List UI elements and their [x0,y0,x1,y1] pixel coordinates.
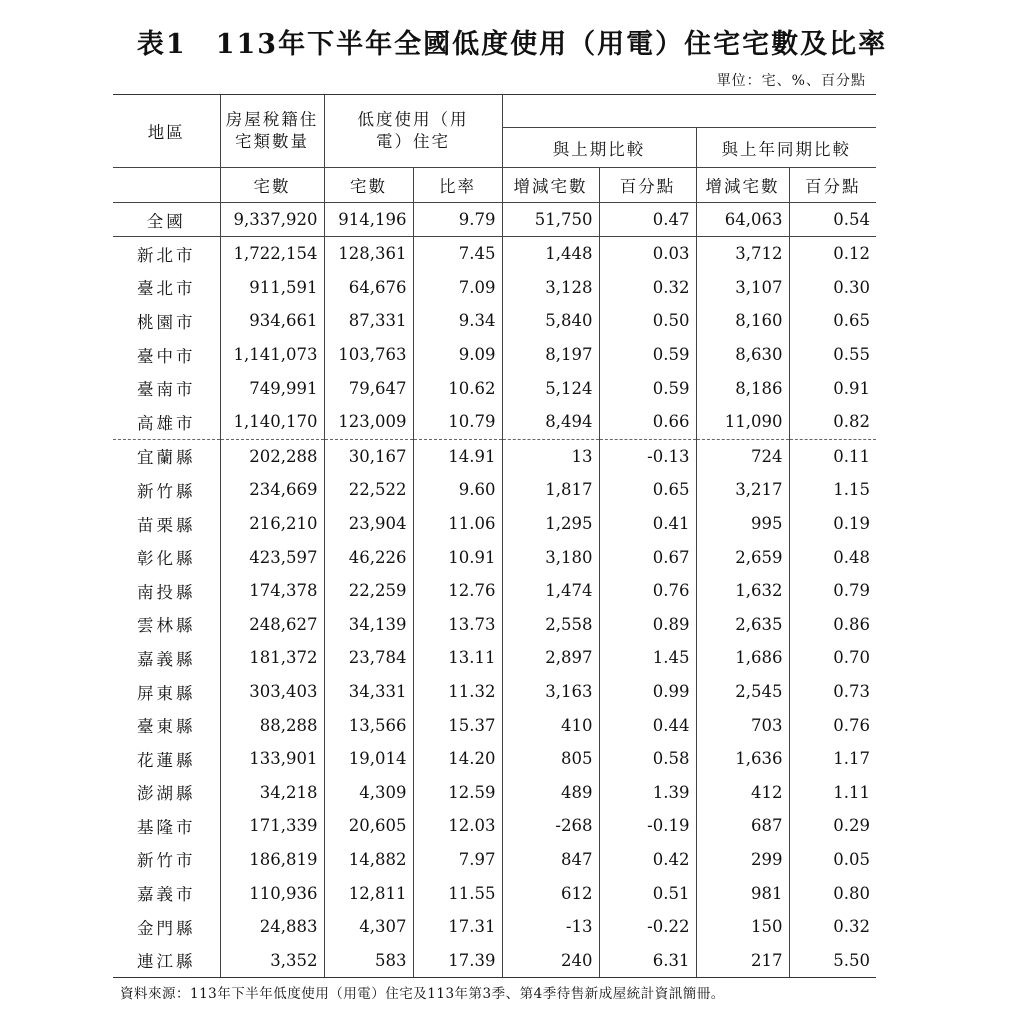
housing-table [113,94,876,978]
py-pts-cell: 0.30 [789,271,876,305]
pp-units-cell: 3,128 [502,271,599,305]
py-pts-cell: 0.73 [789,675,876,709]
tax-cell: 88,288 [220,708,324,742]
header-comparison-spacer [502,95,876,128]
table-row [113,843,876,877]
region-cell: 臺南市 [137,380,196,400]
table-row [113,574,876,608]
header-low-use [324,95,502,168]
ratio-cell: 15.37 [413,708,502,742]
region-cell: 彰化縣 [137,549,196,569]
header-tax-housing-text: 房屋稅籍住宅類數量 [225,110,319,151]
ratio-cell: 9.79 [413,203,502,237]
region-cell: 臺北市 [137,279,196,299]
py-pts-cell: 5.50 [789,943,876,977]
low-cell: 914,196 [324,203,413,237]
ratio-cell: 17.31 [413,910,502,944]
ratio-cell: 14.91 [413,439,502,473]
table-row [113,809,876,843]
low-cell: 4,309 [324,776,413,810]
pp-units-cell: 2,897 [502,641,599,675]
low-cell: 22,522 [324,473,413,507]
table-title: 表1 113年下半年全國低度使用（用電）住宅宅數及比率 [136,29,888,60]
py-units-cell: 703 [696,708,789,742]
pp-units-cell: 3,180 [502,540,599,574]
py-pts-cell: 0.91 [789,371,876,405]
tax-cell: 133,901 [220,742,324,776]
py-units-cell: 2,545 [696,675,789,709]
py-units-cell: 217 [696,943,789,977]
py-pts-cell: 0.48 [789,540,876,574]
py-pts-cell: 0.54 [789,203,876,237]
py-units-cell: 3,217 [696,473,789,507]
low-cell: 583 [324,943,413,977]
table-row [113,371,876,405]
pp-pts-cell: 0.76 [599,574,696,608]
py-units-cell: 8,160 [696,304,789,338]
header-ratio: 比率 [413,168,502,203]
table-row [113,876,876,910]
pp-pts-cell: 0.44 [599,708,696,742]
tax-cell: 34,218 [220,776,324,810]
header-prev-year: 與上年同期比較 [696,128,876,168]
tax-cell: 174,378 [220,574,324,608]
pp-pts-cell: 0.51 [599,876,696,910]
ratio-cell: 11.55 [413,876,502,910]
low-cell: 23,784 [324,641,413,675]
low-cell: 23,904 [324,507,413,541]
table-row [113,742,876,776]
pp-pts-cell: 0.65 [599,473,696,507]
pp-pts-cell: -0.19 [599,809,696,843]
table-row [113,910,876,944]
header-region: 地區 [113,95,220,168]
ratio-cell: 9.34 [413,304,502,338]
header-units: 宅數 [220,168,324,203]
py-units-cell: 2,635 [696,608,789,642]
region-cell: 嘉義縣 [137,649,196,669]
pp-units-cell: 489 [502,776,599,810]
py-pts-cell: 0.82 [789,405,876,439]
py-pts-cell: 0.70 [789,641,876,675]
low-cell: 103,763 [324,338,413,372]
pp-pts-cell: 0.66 [599,405,696,439]
ratio-cell: 11.32 [413,675,502,709]
region-cell: 苗栗縣 [137,515,196,535]
tax-cell: 9,337,920 [220,203,324,237]
tax-cell: 1,140,170 [220,405,324,439]
ratio-cell: 7.97 [413,843,502,877]
region-cell: 臺東縣 [137,717,196,737]
tax-cell: 749,991 [220,371,324,405]
py-pts-cell: 0.86 [789,608,876,642]
pp-pts-cell: 0.32 [599,271,696,305]
header-units-low: 宅數 [324,168,413,203]
region-cell: 新竹縣 [137,481,196,501]
table-row [113,708,876,742]
low-cell: 64,676 [324,271,413,305]
region-cell: 嘉義市 [137,885,196,905]
py-units-cell: 981 [696,876,789,910]
ratio-cell: 13.11 [413,641,502,675]
tax-cell: 216,210 [220,507,324,541]
pp-pts-cell: 0.59 [599,371,696,405]
pp-units-cell: 51,750 [502,203,599,237]
table-row [113,405,876,439]
ratio-cell: 17.39 [413,943,502,977]
table-row [113,304,876,338]
pp-units-cell: 1,295 [502,507,599,541]
table-row [113,675,876,709]
pp-pts-cell: 0.42 [599,843,696,877]
py-pts-cell: 0.76 [789,708,876,742]
table-row [113,473,876,507]
py-units-cell: 2,659 [696,540,789,574]
low-cell: 34,139 [324,608,413,642]
py-pts-cell: 0.79 [789,574,876,608]
py-pts-cell: 0.05 [789,843,876,877]
header-pct-points: 百分點 [599,168,696,203]
py-units-cell: 724 [696,439,789,473]
pp-units-cell: 240 [502,943,599,977]
ratio-cell: 12.59 [413,776,502,810]
py-units-cell: 1,632 [696,574,789,608]
low-cell: 14,882 [324,843,413,877]
region-cell: 澎湖縣 [137,784,196,804]
region-cell: 臺中市 [137,346,196,366]
pp-pts-cell: 1.45 [599,641,696,675]
tax-cell: 186,819 [220,843,324,877]
pp-pts-cell: 0.41 [599,507,696,541]
table-row [113,507,876,541]
pp-pts-cell: 0.99 [599,675,696,709]
region-cell: 連江縣 [113,943,220,977]
pp-units-cell: 13 [502,439,599,473]
low-cell: 87,331 [324,304,413,338]
py-units-cell: 687 [696,809,789,843]
table-row [113,439,876,473]
table-row [113,776,876,810]
region-cell: 宜蘭縣 [113,439,220,473]
pp-units-cell: 847 [502,843,599,877]
table-row [113,540,876,574]
low-cell: 79,647 [324,371,413,405]
py-units-cell: 8,630 [696,338,789,372]
tax-cell: 423,597 [220,540,324,574]
pp-pts-cell: 0.03 [599,237,696,271]
py-pts-cell: 1.17 [789,742,876,776]
low-cell: 30,167 [324,439,413,473]
tax-cell: 234,669 [220,473,324,507]
pp-units-cell: 1,817 [502,473,599,507]
ratio-cell: 10.91 [413,540,502,574]
py-units-cell: 64,063 [696,203,789,237]
py-units-cell: 11,090 [696,405,789,439]
ratio-cell: 7.09 [413,271,502,305]
header-blank [113,168,220,203]
pp-pts-cell: 6.31 [599,943,696,977]
table-row [113,271,876,305]
tax-cell: 3,352 [220,943,324,977]
header-prev-period: 與上期比較 [502,128,696,168]
py-pts-cell: 0.29 [789,809,876,843]
low-cell: 13,566 [324,708,413,742]
py-pts-cell: 0.80 [789,876,876,910]
table-row [113,943,876,977]
table-row [113,608,876,642]
pp-units-cell: 410 [502,708,599,742]
py-units-cell: 412 [696,776,789,810]
py-pts-cell: 0.11 [789,439,876,473]
tax-cell: 24,883 [220,910,324,944]
pp-pts-cell: 0.59 [599,338,696,372]
py-units-cell: 3,107 [696,271,789,305]
py-pts-cell: 0.12 [789,237,876,271]
table-row [113,641,876,675]
pp-units-cell: 3,163 [502,675,599,709]
py-units-cell: 8,186 [696,371,789,405]
ratio-cell: 10.79 [413,405,502,439]
pp-units-cell: 8,197 [502,338,599,372]
region-cell: 金門縣 [137,918,196,938]
tax-cell: 934,661 [220,304,324,338]
unit-note: 單位：宅、%、百分點 [716,73,866,89]
header-tax-housing [220,95,324,168]
py-units-cell: 1,636 [696,742,789,776]
header-low-use-text: 低度使用（用電）住宅 [357,110,469,151]
py-pts-cell: 0.55 [789,338,876,372]
region-cell: 新竹市 [137,851,196,871]
header-change-units: 增減宅數 [502,168,599,203]
low-cell: 46,226 [324,540,413,574]
region-cell: 桃園市 [137,312,196,332]
py-units-cell: 995 [696,507,789,541]
pp-units-cell: 5,840 [502,304,599,338]
py-pts-cell: 1.15 [789,473,876,507]
pp-units-cell: 1,448 [502,237,599,271]
pp-pts-cell: 0.50 [599,304,696,338]
ratio-cell: 9.09 [413,338,502,372]
pp-units-cell: 612 [502,876,599,910]
low-cell: 34,331 [324,675,413,709]
tax-cell: 1,722,154 [220,237,324,271]
pp-units-cell: 1,474 [502,574,599,608]
table-row-total [113,203,876,237]
tax-cell: 110,936 [220,876,324,910]
pp-pts-cell: -0.22 [599,910,696,944]
py-units-cell: 299 [696,843,789,877]
pp-pts-cell: -0.13 [599,439,696,473]
table-row [113,237,876,271]
tax-cell: 248,627 [220,608,324,642]
pp-units-cell: 2,558 [502,608,599,642]
tax-cell: 911,591 [220,271,324,305]
pp-pts-cell: 0.58 [599,742,696,776]
ratio-cell: 12.76 [413,574,502,608]
region-cell: 高雄市 [137,413,196,433]
region-cell: 全國 [113,203,220,237]
ratio-cell: 7.45 [413,237,502,271]
py-pts-cell: 0.19 [789,507,876,541]
region-cell: 雲林縣 [137,616,196,636]
header-change-units-year: 增減宅數 [696,168,789,203]
ratio-cell: 13.73 [413,608,502,642]
low-cell: 22,259 [324,574,413,608]
table-row [113,338,876,372]
pp-units-cell: 5,124 [502,371,599,405]
pp-pts-cell: 0.47 [599,203,696,237]
pp-pts-cell: 1.39 [599,776,696,810]
py-units-cell: 1,686 [696,641,789,675]
region-cell: 屏東縣 [137,683,196,703]
header-pct-points-year: 百分點 [789,168,876,203]
ratio-cell: 11.06 [413,507,502,541]
pp-pts-cell: 0.89 [599,608,696,642]
ratio-cell: 9.60 [413,473,502,507]
pp-units-cell: -13 [502,910,599,944]
region-cell: 南投縣 [137,582,196,602]
py-pts-cell: 1.11 [789,776,876,810]
low-cell: 4,307 [324,910,413,944]
region-cell: 花蓮縣 [137,750,196,770]
ratio-cell: 10.62 [413,371,502,405]
tax-cell: 181,372 [220,641,324,675]
tax-cell: 202,288 [220,439,324,473]
ratio-cell: 14.20 [413,742,502,776]
tax-cell: 303,403 [220,675,324,709]
py-pts-cell: 0.65 [789,304,876,338]
py-units-cell: 150 [696,910,789,944]
source-note: 資料來源：113年下半年低度使用（用電）住宅及113年第3季、第4季待售新成屋統計資訊簡冊。 [120,986,725,1002]
low-cell: 123,009 [324,405,413,439]
pp-units-cell: 805 [502,742,599,776]
low-cell: 128,361 [324,237,413,271]
ratio-cell: 12.03 [413,809,502,843]
py-units-cell: 3,712 [696,237,789,271]
pp-units-cell: 8,494 [502,405,599,439]
low-cell: 20,605 [324,809,413,843]
tax-cell: 171,339 [220,809,324,843]
region-cell: 基隆市 [137,817,196,837]
region-cell: 新北市 [137,245,196,265]
low-cell: 12,811 [324,876,413,910]
pp-units-cell: -268 [502,809,599,843]
pp-pts-cell: 0.67 [599,540,696,574]
tax-cell: 1,141,073 [220,338,324,372]
py-pts-cell: 0.32 [789,910,876,944]
low-cell: 19,014 [324,742,413,776]
